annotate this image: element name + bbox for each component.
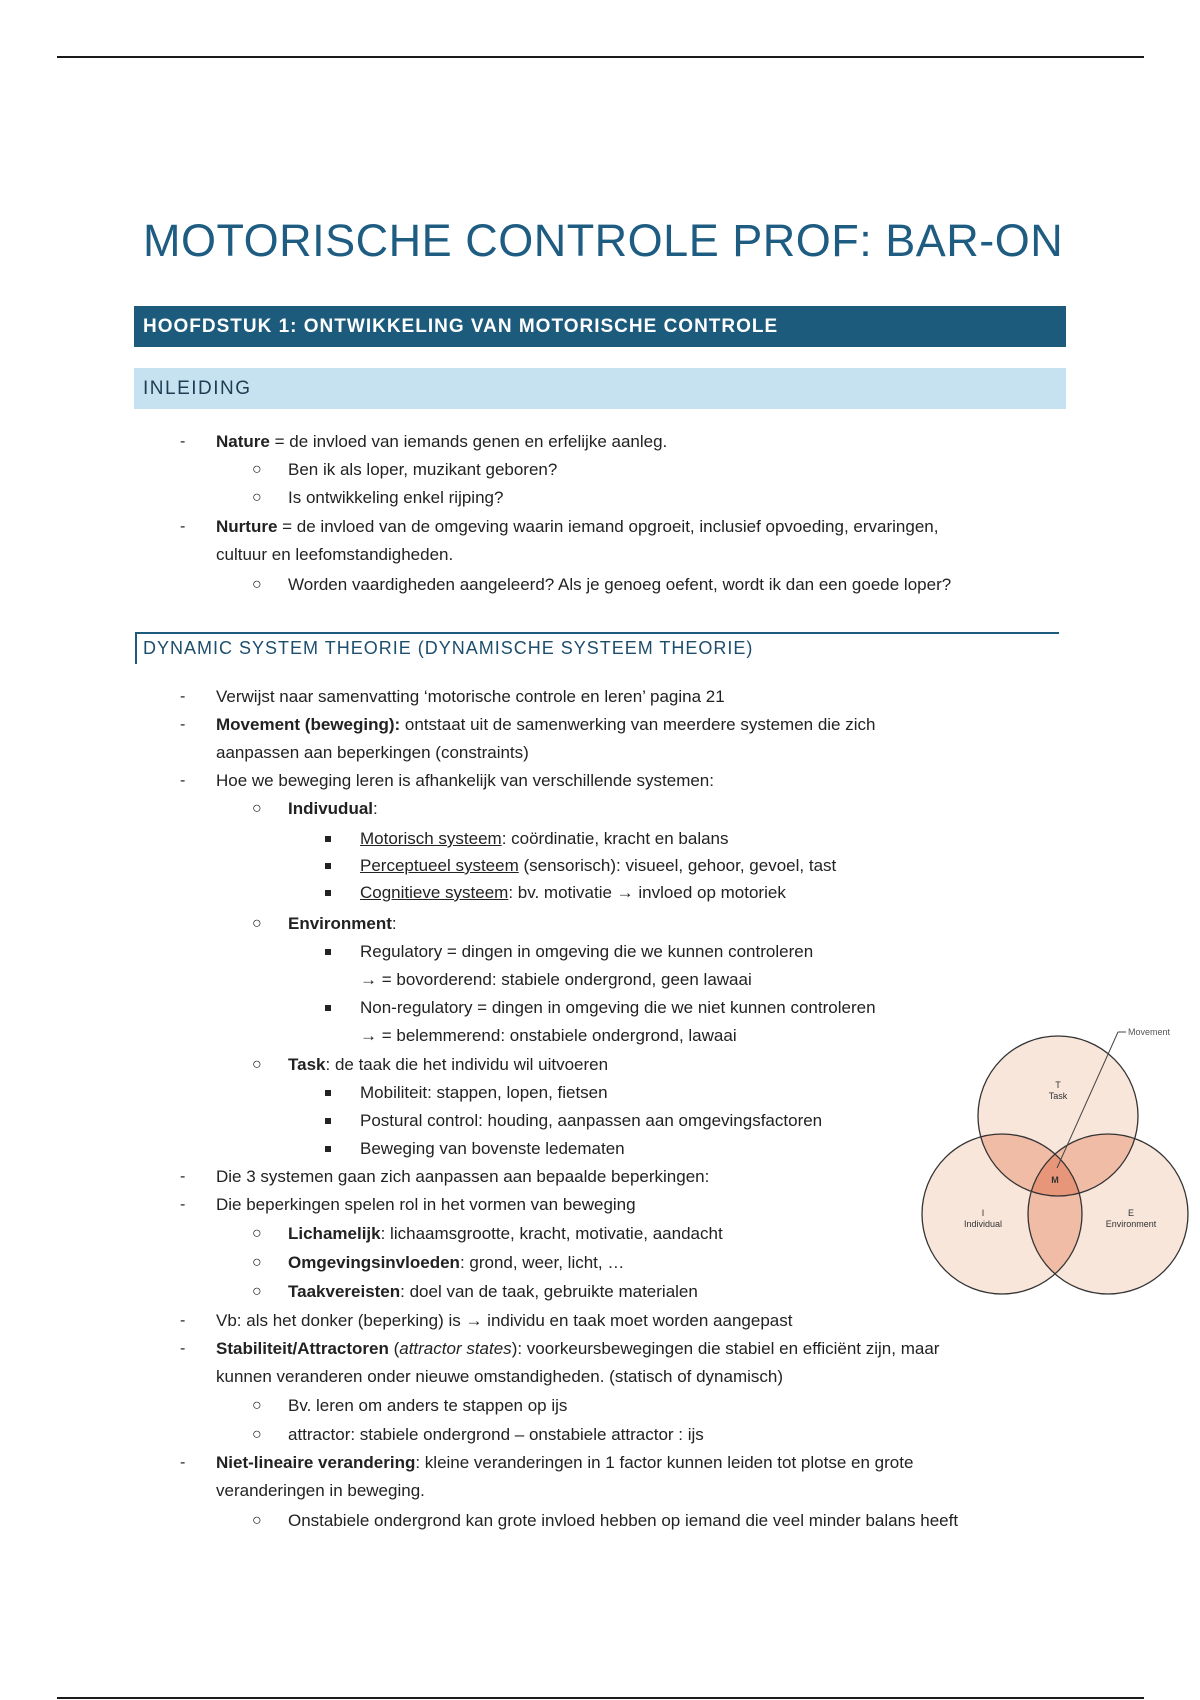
nurture-item: Nurture = de invloed van de omgeving waarin iemand opgroeit, inclusief opvoeding, ervaringen, (216, 517, 939, 536)
bullet-circle: ○ (252, 489, 262, 506)
movement-item: Movement (beweging): ontstaat uit de samenwerking van meerdere systemen die zich (216, 715, 876, 734)
bullet-square (325, 890, 331, 896)
task-sub: Mobiliteit: stappen, lopen, fietsen (360, 1083, 608, 1102)
nonregulatory-effect: → = belemmerend: onstabiele ondergrond, lawaai (360, 1026, 737, 1045)
bullet-circle: ○ (252, 1397, 262, 1414)
nonregulatory-item: Non-regulatory = dingen in omgeving die we niet kunnen controleren (360, 998, 876, 1017)
bullet-square (325, 1090, 331, 1096)
nature-question: Is ontwikkeling enkel rijping? (288, 488, 504, 507)
perceptual-system: Perceptueel systeem (sensorisch): visueel, gehoor, gevoel, tast (360, 856, 837, 875)
task-letter: T (1055, 1080, 1061, 1090)
bullet-dash: - (180, 518, 186, 535)
movement-label: Movement (1128, 1027, 1171, 1037)
bullet-dash: - (180, 688, 186, 705)
task-sub: Beweging van bovenste ledematen (360, 1139, 625, 1158)
bullet-circle: ○ (252, 800, 262, 817)
bullet-square (325, 836, 331, 842)
nature-item: Nature = de invloed van iemands genen en erfelijke aanleg. (216, 432, 668, 451)
individual-item: Indivudual: (288, 799, 378, 818)
bullet-circle: ○ (252, 461, 262, 478)
systems-intro: Hoe we beweging leren is afhankelijk van verschillende systemen: (216, 771, 714, 790)
task-label: Task (1048, 1091, 1068, 1101)
regulatory-effect: → = bovorderend: stabiele ondergrond, geen lawaai (360, 970, 752, 989)
bottom-rule (57, 1697, 1144, 1699)
constraints-role-item: Die beperkingen spelen rol in het vormen van beweging (216, 1195, 636, 1214)
nurture-question: Worden vaardigheden aangeleerd? Als je genoeg oefent, wordt ik dan een goede loper? (288, 575, 952, 594)
stability-example: Bv. leren om anders te stappen op ijs (288, 1396, 568, 1415)
individual-letter: I (981, 1208, 985, 1218)
nature-question: Ben ik als loper, muzikant geboren? (288, 460, 558, 479)
bullet-dash: - (180, 1312, 186, 1329)
motor-system: Motorisch systeem: coördinatie, kracht en balans (360, 829, 729, 848)
individual-label: Individual (963, 1219, 1003, 1229)
section-heading: INLEIDING (134, 368, 1066, 409)
stability-item-cont: kunnen veranderen onder nieuwe omstandigheden. (statisch of dynamisch) (216, 1367, 784, 1386)
movement-item-cont: aanpassen aan beperkingen (constraints) (216, 743, 529, 762)
environment-label: Environment (1105, 1219, 1157, 1229)
bullet-circle: ○ (252, 576, 262, 593)
task-item: Task: de taak die het individu wil uitvoeren (288, 1055, 609, 1074)
bullet-circle: ○ (252, 915, 262, 932)
bullet-dash: - (180, 716, 186, 733)
task-constraint: Taakvereisten: doel van de taak, gebruikte materialen (288, 1282, 698, 1301)
bullet-square (325, 1118, 331, 1124)
venn-diagram (918, 1018, 1194, 1308)
bullet-circle: ○ (252, 1056, 262, 1073)
top-rule (57, 56, 1144, 58)
adapt-item: Die 3 systemen gaan zich aanpassen aan bepaalde beperkingen: (216, 1167, 710, 1186)
bullet-dash: - (180, 1454, 186, 1471)
bullet-dash: - (180, 1340, 186, 1357)
nonlinear-item-cont: veranderingen in beweging. (216, 1481, 425, 1500)
bullet-circle: ○ (252, 1225, 262, 1242)
bullet-dash: - (180, 772, 186, 789)
bullet-square (325, 949, 331, 955)
nonlinear-example: Onstabiele ondergrond kan grote invloed hebben op iemand die veel minder balans heeft (288, 1511, 959, 1530)
nurture-item-cont: cultuur en leefomstandigheden. (216, 545, 454, 564)
bullet-dash: - (180, 433, 186, 450)
bullet-circle: ○ (252, 1426, 262, 1443)
example-item: Vb: als het donker (beperking) is → individu en taak moet worden aangepast (216, 1311, 793, 1330)
environment-item: Environment: (288, 914, 397, 933)
page-title: MOTORISCHE CONTROLE PROF: BAR-ON (143, 215, 1064, 266)
bullet-square (325, 1005, 331, 1011)
bullet-square (325, 1146, 331, 1152)
chapter-heading: HOOFDSTUK 1: ONTWIKKELING VAN MOTORISCHE CONTROLE (134, 306, 1066, 347)
environmental-constraint: Omgevingsinvloeden: grond, weer, licht, … (288, 1253, 625, 1272)
environment-letter: E (1127, 1208, 1135, 1218)
bullet-circle: ○ (252, 1283, 262, 1300)
bullet-square (325, 863, 331, 869)
regulatory-item: Regulatory = dingen in omgeving die we kunnen controleren (360, 942, 814, 961)
cognitive-system: Cognitieve systeem: bv. motivatie → invloed op motoriek (360, 883, 786, 902)
bullet-circle: ○ (252, 1512, 262, 1529)
nonlinear-item: Niet-lineaire verandering: kleine veranderingen in 1 factor kunnen leiden tot plotse en grote (216, 1453, 914, 1472)
subsection-heading: DYNAMIC SYSTEM THEORIE (DYNAMISCHE SYSTEEM THEORIE) (135, 632, 1059, 664)
dst-reference: Verwijst naar samenvatting ‘motorische controle en leren’ pagina 21 (216, 687, 725, 706)
center-label: M (1051, 1175, 1059, 1185)
stability-item: Stabiliteit/Attractoren (attractor states): voorkeursbewegingen die stabiel en efficiënt zijn, maar (216, 1339, 940, 1358)
bullet-dash: - (180, 1168, 186, 1185)
task-sub: Postural control: houding, aanpassen aan omgevingsfactoren (360, 1111, 823, 1130)
stability-example: attractor: stabiele ondergrond – onstabiele attractor : ijs (288, 1425, 704, 1444)
bullet-circle: ○ (252, 1254, 262, 1271)
bullet-dash: - (180, 1196, 186, 1213)
physical-constraint: Lichamelijk: lichaamsgrootte, kracht, motivatie, aandacht (288, 1224, 723, 1243)
